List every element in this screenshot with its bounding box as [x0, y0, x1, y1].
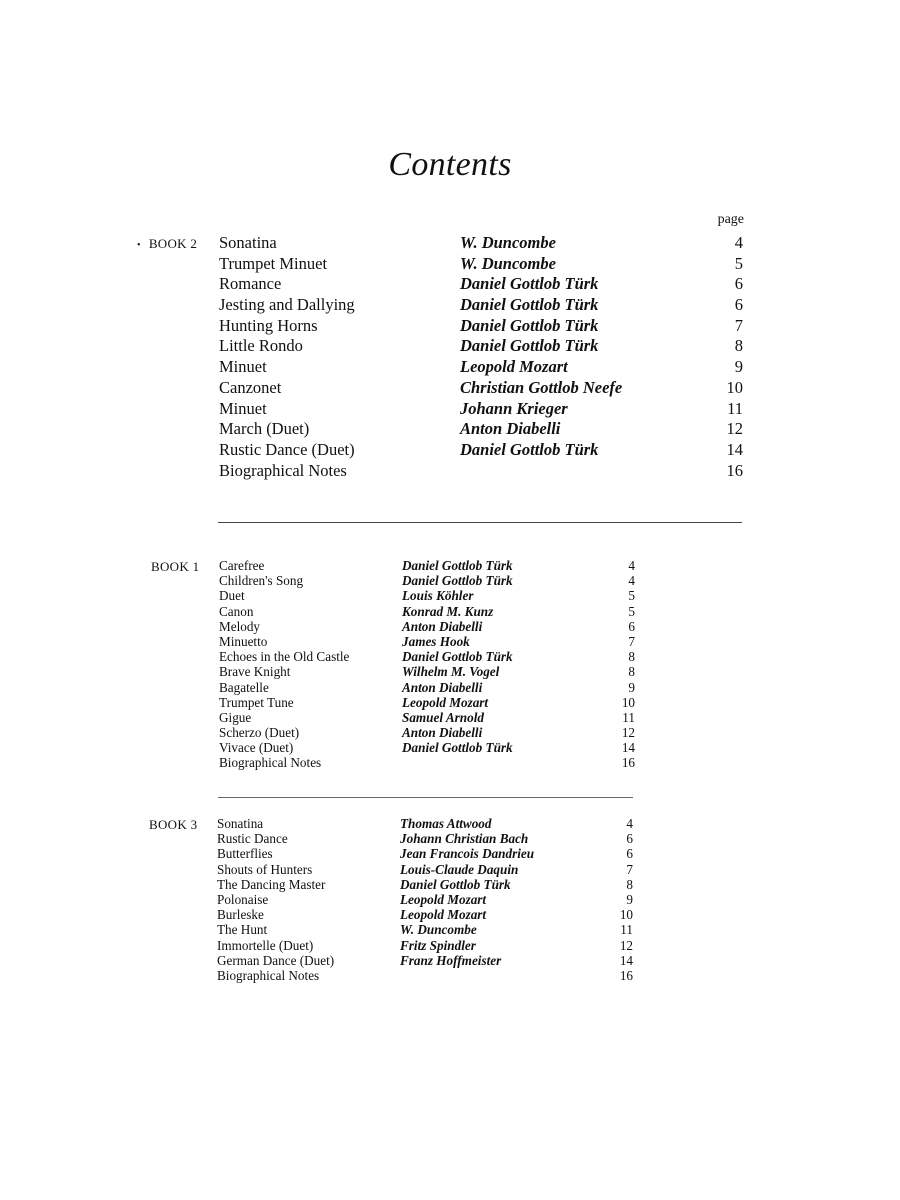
entry-page-number: 10 [726, 377, 743, 397]
entry-composer: W. Duncombe [460, 233, 556, 252]
entry-composer: Leopold Mozart [402, 694, 489, 710]
entry-title: Hunting Horns [219, 315, 318, 335]
entry-composer: James Hook [402, 633, 470, 649]
entry-composer: Thomas Attwood [400, 816, 492, 831]
entry-composer: Daniel Gottlob Türk [460, 274, 599, 294]
entry-page-number: 11 [727, 398, 743, 418]
entry-title: Gigue [219, 709, 252, 725]
entry-title: The Dancing Master [217, 876, 326, 892]
entry-page-number: 7 [626, 861, 633, 877]
entry-page-number: 16 [726, 460, 743, 480]
entry-composer: W. Duncombe [400, 922, 477, 938]
entry-composer: Anton Diabelli [402, 618, 483, 634]
entry-page-number: 14 [726, 439, 743, 459]
entry-composer: Daniel Gottlob Türk [460, 295, 599, 315]
entry-page-number: 12 [619, 937, 633, 953]
entry-composer: Daniel Gottlob Türk [402, 558, 513, 573]
entry-page-number: 5 [628, 588, 635, 604]
entry-title: Trumpet Tune [219, 694, 294, 710]
entry-page-number: 9 [734, 357, 743, 377]
entry-page-number: 11 [620, 922, 633, 938]
entry-composer: Daniel Gottlob Türk [460, 439, 599, 459]
entry-title: German Dance (Duet) [217, 952, 335, 968]
entry-title: Shouts of Hunters [217, 861, 313, 877]
entry-page-number: 9 [628, 679, 635, 695]
entry-title: Biographical Notes [219, 755, 322, 771]
entry-title: Brave Knight [219, 664, 291, 680]
book3-label: BOOK 3 [149, 817, 198, 832]
entry-page-number: 9 [626, 891, 633, 907]
entry-composer: Daniel Gottlob Türk [460, 315, 599, 335]
entry-page-number: 10 [619, 907, 633, 923]
entry-page-number: 8 [734, 336, 743, 356]
entry-composer: Daniel Gottlob Türk [402, 740, 513, 756]
entry-composer: Louis-Claude Daquin [400, 861, 519, 877]
book2-label [137, 236, 197, 252]
entry-page-number: 8 [628, 649, 635, 665]
entry-page-number: 7 [628, 633, 635, 649]
entry-composer: Johann Christian Bach [400, 831, 529, 847]
entry-composer: Samuel Arnold [402, 709, 484, 725]
entry-page-number: 5 [734, 253, 743, 273]
entry-page-number: 10 [621, 694, 635, 710]
entry-title: Melody [219, 618, 261, 634]
entry-title: Carefree [219, 558, 265, 573]
entry-title: Vivace (Duet) [219, 740, 294, 756]
entry-page-number: 8 [628, 664, 635, 680]
entry-title: Minuetto [219, 633, 268, 649]
entry-composer: Wilhelm M. Vogel [402, 664, 500, 680]
entry-title: Bagatelle [219, 679, 269, 695]
entry-page-number: 11 [622, 709, 635, 725]
book2-label-text: BOOK 2 [148, 236, 198, 251]
entry-page-number: 5 [628, 603, 635, 619]
entry-composer: Daniel Gottlob Türk [460, 336, 599, 356]
entry-title: Sonatina [219, 233, 277, 252]
entry-composer: Leopold Mozart [400, 907, 487, 923]
entry-title: Butterflies [217, 846, 273, 862]
entry-page-number: 6 [626, 846, 633, 862]
entry-page-number: 12 [726, 419, 743, 439]
page-title: Contents [388, 146, 512, 183]
entry-composer: Christian Gottlob Neefe [460, 377, 623, 397]
entry-composer: Leopold Mozart [400, 891, 487, 907]
entry-title: Immortelle (Duet) [217, 937, 314, 953]
entry-composer: Louis Köhler [402, 588, 474, 604]
section-divider [218, 522, 742, 523]
entry-title: Minuet [219, 398, 267, 418]
entry-title: Polonaise [217, 891, 269, 907]
entry-composer: Daniel Gottlob Türk [402, 649, 513, 665]
entry-title: Duet [219, 588, 245, 604]
entry-composer: Anton Diabelli [402, 725, 483, 741]
entry-page-number: 6 [628, 618, 635, 634]
entry-title: Minuet [219, 357, 267, 377]
entry-page-number: 12 [621, 725, 635, 741]
entry-composer: Jean Francois Dandrieu [400, 846, 535, 862]
entry-title: Scherzo (Duet) [219, 725, 300, 741]
entry-composer: Daniel Gottlob Türk [400, 876, 511, 892]
entry-title: Jesting and Dallying [219, 295, 355, 315]
entry-composer: Johann Krieger [460, 398, 568, 418]
entry-composer: Daniel Gottlob Türk [402, 573, 513, 589]
section-divider [218, 797, 633, 798]
entry-title: Biographical Notes [217, 967, 320, 983]
entry-title: Canzonet [219, 377, 282, 397]
entry-composer: Anton Diabelli [402, 679, 483, 695]
entry-page-number: 8 [626, 876, 633, 892]
entry-composer: Fritz Spindler [400, 937, 476, 953]
entry-title: Trumpet Minuet [219, 253, 328, 273]
entry-title: Romance [219, 274, 282, 294]
entry-title: Children's Song [219, 573, 304, 589]
entry-composer: Konrad M. Kunz [402, 603, 494, 619]
entry-title: The Hunt [217, 922, 268, 938]
page-column-label: page [717, 212, 744, 227]
entry-title: Rustic Dance (Duet) [219, 439, 355, 459]
entry-composer: Franz Hoffmeister [400, 952, 502, 968]
entry-title: Echoes in the Old Castle [219, 649, 350, 665]
entry-page-number: 6 [734, 274, 743, 294]
entry-page-number: 6 [734, 295, 743, 315]
entry-title: Biographical Notes [219, 460, 347, 480]
entry-page-number: 4 [628, 558, 635, 573]
entry-page-number: 16 [619, 967, 633, 983]
entry-page-number: 7 [734, 315, 743, 335]
entry-page-number: 6 [626, 831, 633, 847]
entry-page-number: 16 [621, 755, 635, 771]
entry-composer: Leopold Mozart [460, 357, 568, 377]
bullet-mark: • [137, 240, 141, 251]
entry-title: Canon [219, 603, 254, 619]
entry-page-number: 14 [619, 952, 633, 968]
entry-title: Burleske [217, 907, 264, 923]
entry-title: March (Duet) [219, 419, 310, 439]
entry-page-number: 14 [621, 740, 635, 756]
entry-composer: Anton Diabelli [460, 419, 561, 439]
entry-title: Sonatina [217, 816, 264, 831]
entry-page-number: 4 [628, 573, 635, 589]
entry-page-number: 4 [734, 233, 743, 252]
book1-label: BOOK 1 [151, 559, 200, 574]
entry-title: Little Rondo [219, 336, 303, 356]
entry-title: Rustic Dance [217, 831, 288, 847]
entry-page-number: 4 [626, 816, 633, 831]
entry-composer: W. Duncombe [460, 253, 556, 273]
